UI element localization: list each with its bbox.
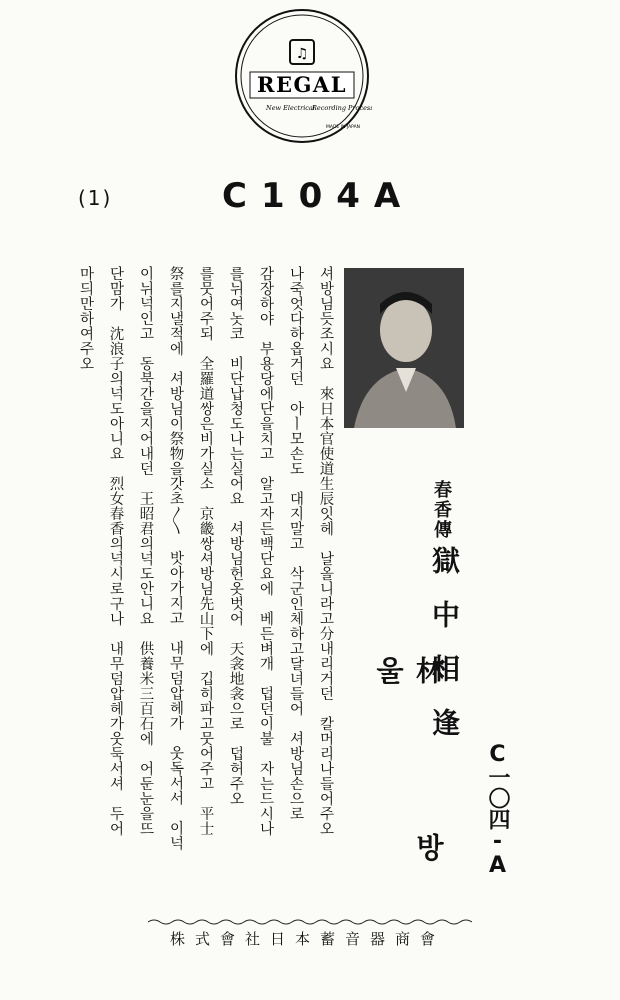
- lyrics-column-2: 나죽엇다하옵거던 아ㅣ모손도 대지말고 삭군인체하고달녀들어 셔방님손으로: [287, 266, 304, 821]
- lyrics-column-6: 祭를지낼적에 셔방님이祭物을갓초〳〵 밧아가지고 내무덤압헤가 웃독서서 이넉: [167, 266, 184, 851]
- song-title: 獄中相逢: [428, 546, 461, 762]
- svg-text:♫: ♫: [295, 46, 309, 62]
- lyrics-column-8: 단맘가 沈浪子의넉도아니요 烈女春香의넉시로구나 내무덤압헤가웃둑서셔 두어: [107, 266, 124, 836]
- lyrics-column-4: 를뉘여놋코 비단납청도나는실어요 셔방님헌옷벗어 天衾地衾으로 덥허주오: [227, 266, 244, 806]
- logo-wordmark: REGAL: [257, 72, 347, 97]
- lyrics-column-7: 이뉘넉인고 동북간을지어내던 王昭君의넉도안니요 供養米三百石에 어둔눈을뜨: [137, 266, 154, 836]
- singer-name: 林 방 울: [372, 656, 445, 919]
- lyrics-column-9: 마듸만하여주오: [77, 266, 94, 371]
- subtitle: 春香傳: [431, 480, 452, 540]
- singer-photo: [344, 268, 464, 428]
- side-code-vertical: C一〇四-A: [485, 742, 510, 877]
- lyrics-column-1: 셔방님듯조시요 來日本官使道生辰잇헤 날올니라고分내리거던 칼머리나들어주오: [317, 266, 334, 836]
- record-number: (1): [78, 186, 113, 210]
- lyrics-column-5: 를뭇어주되 全羅道쌍은비가실소 京畿쌍셔방님先山下에 깁히파고뭇어주고 平士: [197, 266, 214, 836]
- lyrics-column-3: 감장하야 부용당에단을치고 알고자든백단요에 베든벼개 덥던이불 자는드시나: [257, 266, 274, 836]
- svg-text:New Electrical: New Electrical: [266, 104, 315, 112]
- regal-logo-seal: [232, 6, 372, 146]
- svg-text:Recording Process: Recording Process: [312, 104, 372, 112]
- decorative-divider: [148, 918, 472, 926]
- company-name: 株式會社日本蓄音器商會: [170, 930, 446, 948]
- svg-text:MADE IN JAPAN: MADE IN JAPAN: [326, 125, 361, 130]
- catalog-number: C104A: [222, 176, 415, 216]
